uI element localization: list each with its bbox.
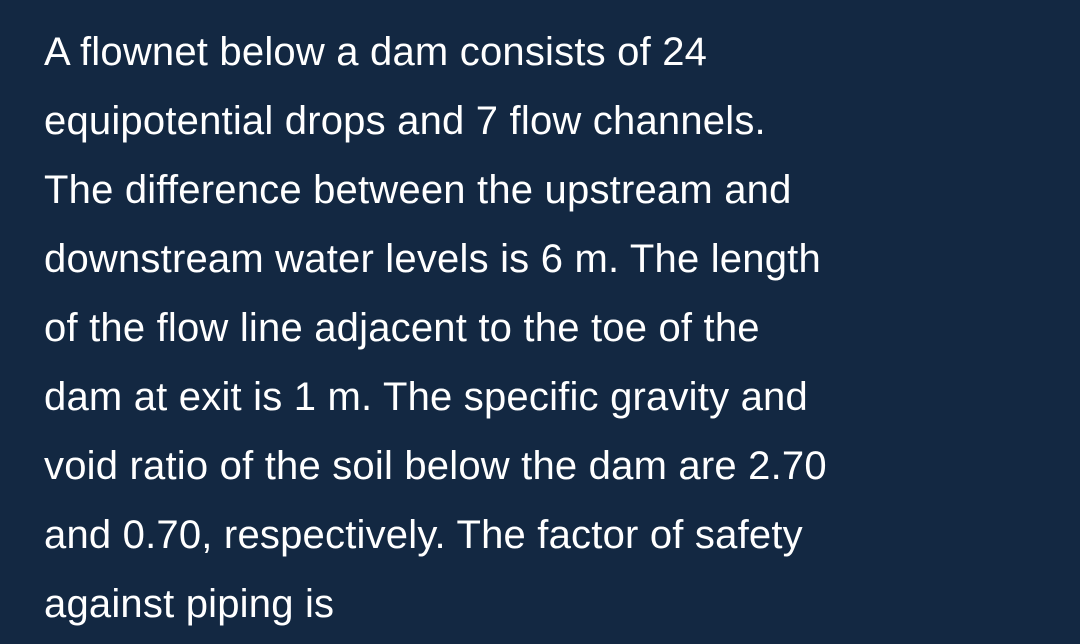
question-line-9: against piping is bbox=[44, 582, 335, 626]
question-line-8: and 0.70, respectively. The factor of safety bbox=[44, 513, 803, 557]
question-line-6: dam at exit is 1 m. The specific gravity and bbox=[44, 375, 808, 419]
question-text bbox=[44, 18, 1060, 639]
question-line-2: equipotential drops and 7 flow channels. bbox=[44, 99, 766, 143]
question-line-1: A flownet below a dam consists of 24 bbox=[44, 30, 708, 74]
question-line-3: The difference between the upstream and bbox=[44, 168, 792, 212]
question-line-7: void ratio of the soil below the dam are 2.70 bbox=[44, 444, 827, 488]
question-line-5: of the flow line adjacent to the toe of the bbox=[44, 306, 760, 350]
question-line-4: downstream water levels is 6 m. The length bbox=[44, 237, 821, 281]
